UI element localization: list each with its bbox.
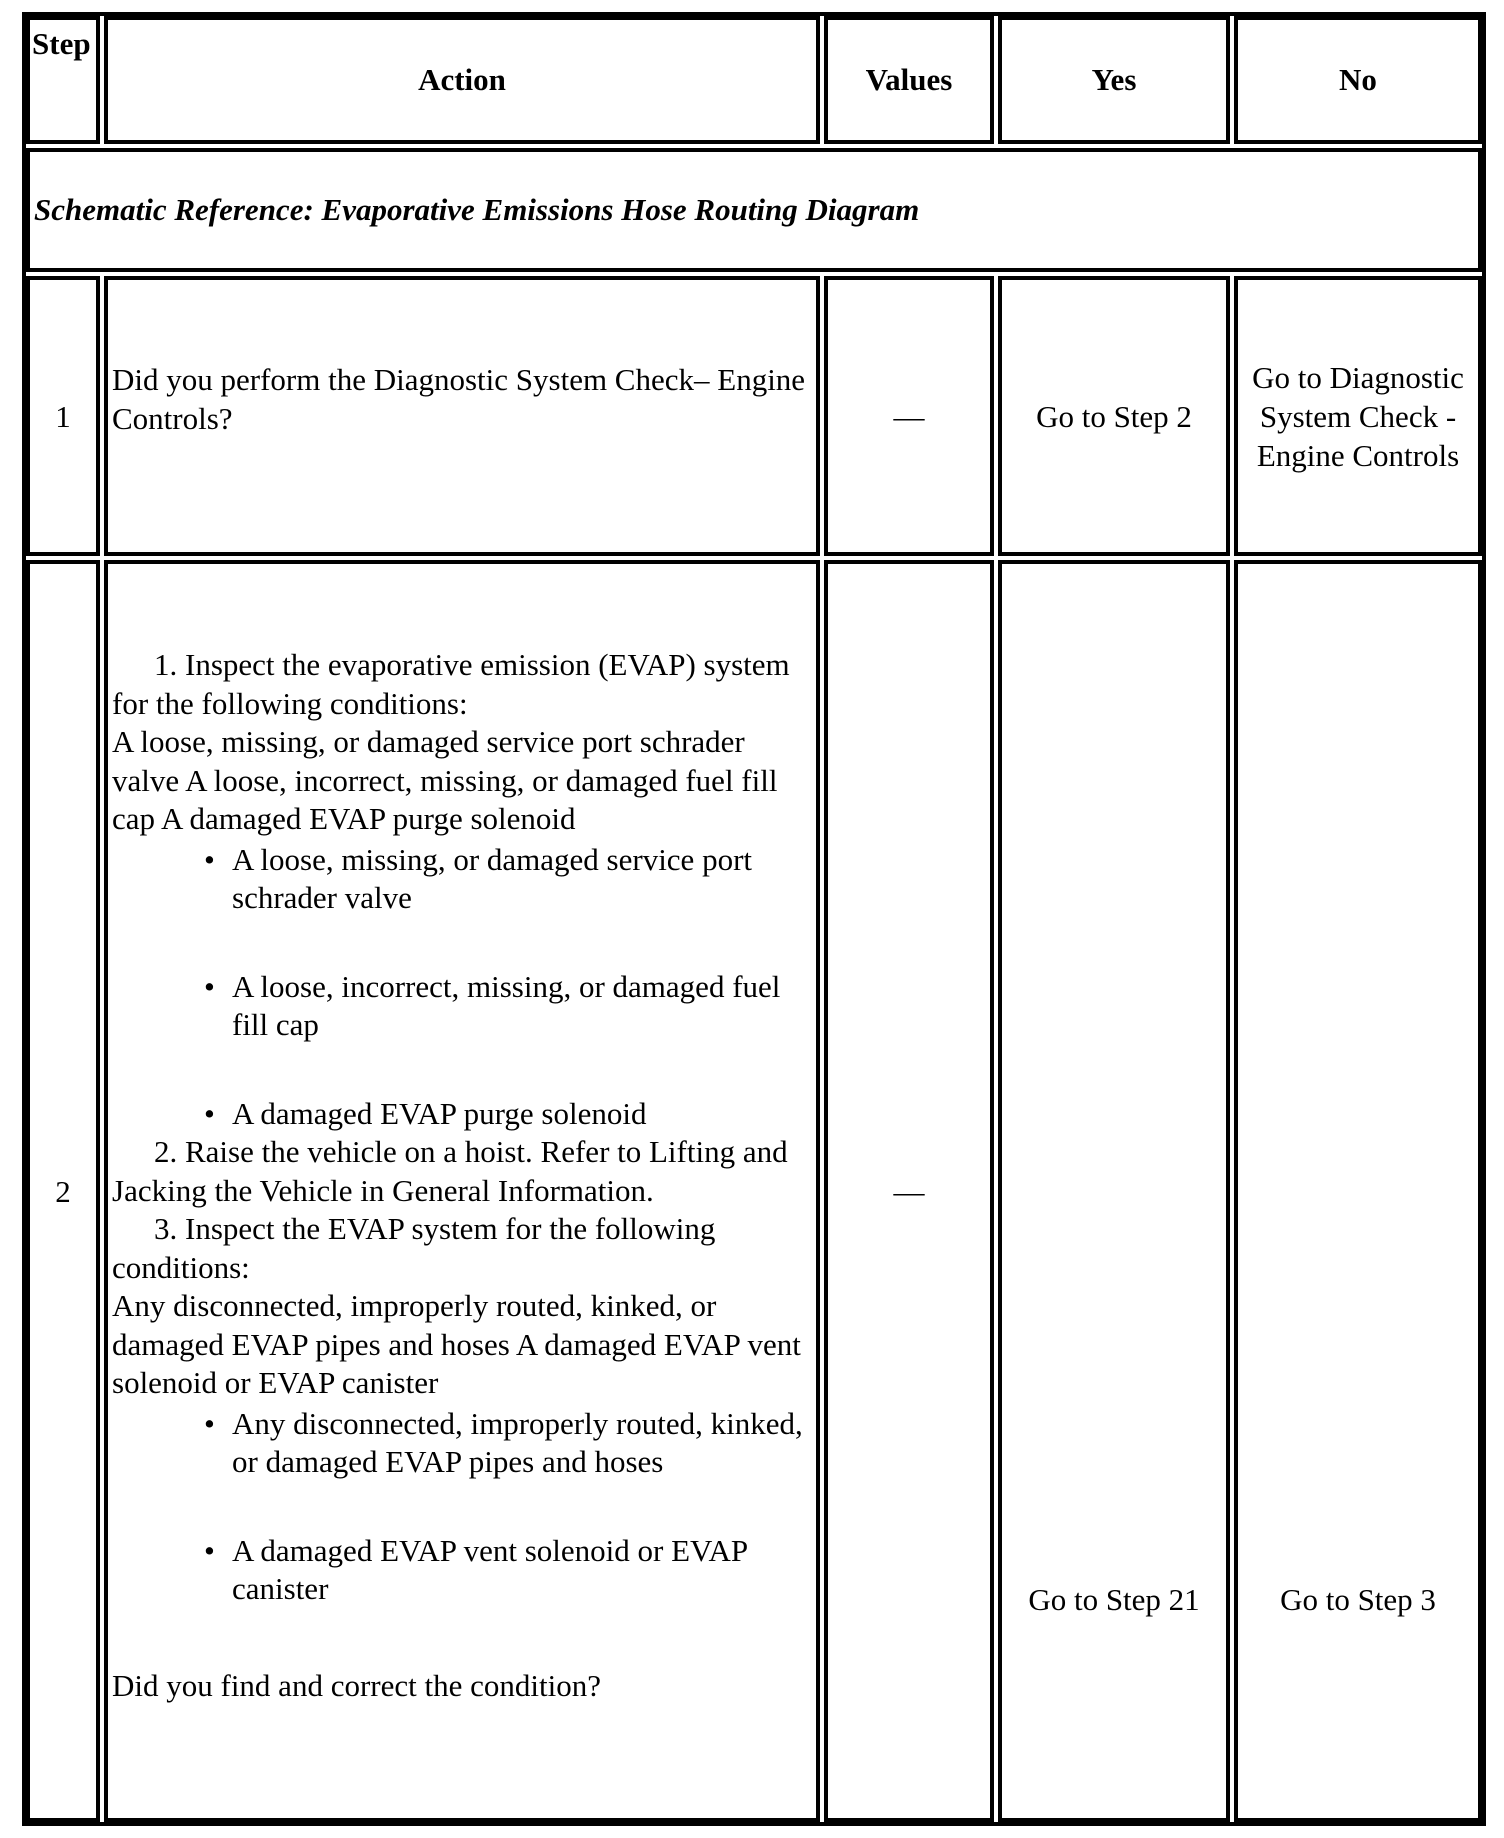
- header-step: [26, 16, 100, 144]
- action-item-3-bullet-list: [112, 1405, 812, 1609]
- row-1-step: [26, 276, 100, 556]
- row-1-no-line: Go to Diagnostic: [1252, 359, 1464, 395]
- row-1-no-link[interactable]: [1252, 358, 1464, 475]
- action-item-1-conditions: A loose, missing, or damaged service port schrader valve A loose, incorrect, missing, or damaged fuel fill cap A damaged EVAP purge solenoid: [112, 724, 778, 836]
- action-item-1-bullet-list: [112, 841, 812, 1134]
- row-1-action-text: Did you perform the Diagnostic System Check– Engine Controls?: [112, 362, 806, 436]
- row-2-yes-link[interactable]: Go to Step 21: [1028, 1582, 1200, 1617]
- row-2-values: [824, 560, 994, 1822]
- row-1-no-line: Engine Controls: [1256, 437, 1460, 473]
- bullet-item: • A loose, missing, or damaged service port schrader valve: [232, 841, 812, 918]
- action-item-1: 1. Inspect the evaporative emission (EVAP) system for the following conditions:: [112, 647, 790, 721]
- row-1-no-line: System Check -: [1259, 398, 1457, 434]
- header-action: [104, 16, 820, 144]
- row-1-yes: [998, 276, 1230, 556]
- schematic-reference-row: [26, 148, 1482, 272]
- bullet-item: • Any disconnected, improperly routed, kinked, or damaged EVAP pipes and hoses: [232, 1405, 812, 1482]
- schematic-reference-link[interactable]: Schematic Reference: Evaporative Emissions Hose Routing Diagram: [34, 192, 920, 227]
- row-2-no-link[interactable]: Go to Step 3: [1280, 1582, 1436, 1617]
- row-2-step-number: 2: [55, 1173, 71, 1209]
- action-item-3: 3. Inspect the EVAP system for the following conditions:: [112, 1211, 716, 1285]
- action-question: Did you find and correct the condition?: [112, 1667, 601, 1703]
- action-item-3-conditions: Any disconnected, improperly routed, kinked, or damaged EVAP pipes and hoses A damaged EVAP vent solenoid or EVAP canister: [112, 1288, 801, 1400]
- header-yes-label: Yes: [1091, 62, 1137, 97]
- row-2-step: [26, 560, 100, 1822]
- bullet-item: • A loose, incorrect, missing, or damaged fuel fill cap: [232, 968, 812, 1045]
- row-1-step-number: 1: [55, 398, 71, 434]
- header-no: [1234, 16, 1482, 144]
- row-2-values-text: —: [893, 1173, 925, 1209]
- row-1-yes-link[interactable]: Go to Step 2: [1036, 398, 1192, 434]
- row-1-values-text: —: [893, 398, 925, 434]
- header-step-label: Step: [32, 26, 91, 61]
- row-2-no: [1234, 560, 1482, 1822]
- header-no-label: No: [1339, 62, 1377, 97]
- bullet-item: • A damaged EVAP vent solenoid or EVAP canister: [232, 1532, 812, 1609]
- header-values-label: Values: [865, 62, 953, 97]
- action-item-2: 2. Raise the vehicle on a hoist. Refer to Lifting and Jacking the Vehicle in General Information.: [112, 1134, 788, 1208]
- header-yes: [998, 16, 1230, 144]
- header-values: [824, 16, 994, 144]
- row-2-action: [104, 560, 820, 1822]
- row-2-yes: [998, 560, 1230, 1822]
- header-action-label: Action: [418, 62, 506, 97]
- row-1-no: [1234, 276, 1482, 556]
- row-1-action: [104, 276, 820, 556]
- bullet-item: • A damaged EVAP purge solenoid: [232, 1095, 812, 1134]
- row-1-values: [824, 276, 994, 556]
